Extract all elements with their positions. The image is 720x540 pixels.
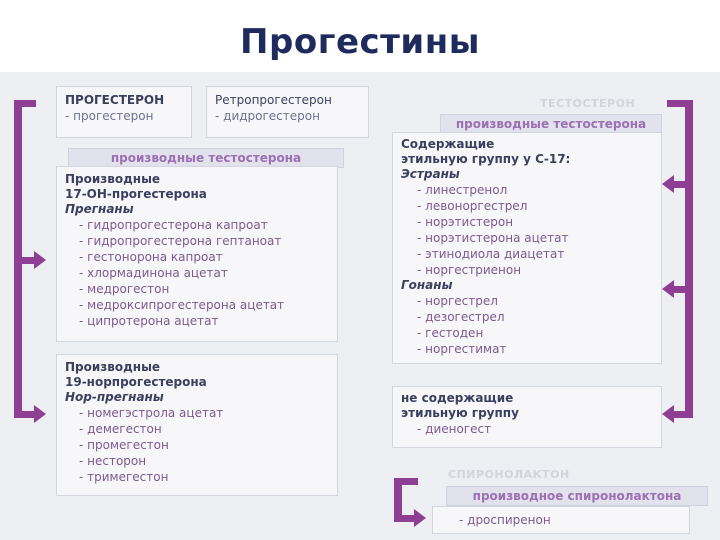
norprogesterone-heading-1: Производные <box>65 360 161 374</box>
pregnane-item: - гидропрогестерона капроат <box>79 218 268 232</box>
spironolactone-band: производное спиронолактона <box>446 486 708 506</box>
norpregnane-item: - номегэстрола ацетат <box>79 406 224 420</box>
gonane-item: - дезогестрел <box>417 310 505 324</box>
right-bracket-vertical <box>685 100 693 418</box>
arrow-to-gonanes <box>662 280 674 298</box>
right-bracket-top <box>667 100 693 107</box>
gonanes-subheading: Гонаны <box>401 278 453 292</box>
retroprogesterone-heading: Ретропрогестерон <box>215 93 332 107</box>
no-ethyl-group-box <box>392 386 662 448</box>
norpregnane-item: - промегестон <box>79 438 169 452</box>
spironolactone-ghost-label: СПИРОНОЛАКТОН <box>448 468 570 481</box>
norpregnanes-subheading: Нор-прегнаны <box>65 390 164 404</box>
estrane-item: - норэтистерон <box>417 215 514 229</box>
spironolactone-item: - дроспиренон <box>459 513 551 527</box>
oh-progesterone-heading-2: 17-ОН-прогестерона <box>65 187 207 201</box>
left-connector-bottom <box>14 411 34 418</box>
arrow-to-drospirenone <box>414 509 426 527</box>
right-connector-mid <box>674 181 693 188</box>
right-testosterone-band: производные тестостерона <box>440 114 662 134</box>
retroprogesterone-box <box>206 86 369 138</box>
estrane-item: - норэтистерона ацетат <box>417 231 569 245</box>
ethyl-group-box <box>392 132 662 364</box>
pregnane-item: - хлормадинона ацетат <box>79 266 228 280</box>
estrane-item: - этинодиола диацетат <box>417 247 565 261</box>
arrow-to-norpregnanes <box>34 405 46 423</box>
oh-progesterone-heading-1: Производные <box>65 172 161 186</box>
gonane-item: - гестоден <box>417 326 484 340</box>
estrane-item: - левоноргестрел <box>417 199 528 213</box>
ethyl-heading-1: Содержащие <box>401 137 495 151</box>
gonane-item: - норгестимат <box>417 342 507 356</box>
no-ethyl-item: - диеногест <box>417 422 492 436</box>
right-connector-bottom <box>674 411 693 418</box>
norpregnane-item: - несторон <box>79 454 147 468</box>
pregnane-item: - медрогестон <box>79 282 170 296</box>
arrow-to-pregnanes <box>34 251 46 269</box>
ethyl-heading-2: этильную группу у С-17: <box>401 152 571 166</box>
spironolactone-box <box>432 506 690 534</box>
spiro-bracket-bottom <box>394 515 414 522</box>
testosterone-ghost-label: ТЕСТОСТЕРОН <box>540 97 636 110</box>
norpregnane-item: - демегестон <box>79 422 162 436</box>
pregnane-item: - гидропрогестерона гептаноат <box>79 234 282 248</box>
no-ethyl-heading-2: этильную группу <box>401 406 519 420</box>
norprogesterone-heading-2: 19-норпрогестерона <box>65 375 207 389</box>
pregnane-item: - медроксипрогестерона ацетат <box>79 298 285 312</box>
pregnanes-subheading: Прегнаны <box>65 202 134 216</box>
left-connector-mid <box>14 257 34 264</box>
spiro-bracket-top <box>394 478 418 485</box>
progesterone-heading: ПРОГЕСТЕРОН <box>65 93 165 107</box>
progesterone-item: - прогестерон <box>65 109 154 123</box>
arrow-to-estranes <box>662 175 674 193</box>
gonane-item: - норгестрел <box>417 294 498 308</box>
retroprogesterone-item: - дидрогестерон <box>215 109 320 123</box>
progesterone-box <box>56 86 192 138</box>
pregnane-item: - ципротерона ацетат <box>79 314 219 328</box>
norpregnane-item: - тримегестон <box>79 470 169 484</box>
right-connector-lower <box>674 286 693 293</box>
page-title: Прогестины <box>240 22 480 62</box>
arrow-to-no-ethyl <box>662 405 674 423</box>
estranes-subheading: Эстраны <box>401 167 460 181</box>
estrane-item: - норгестриенон <box>417 263 522 277</box>
left-bracket-top <box>14 100 36 107</box>
oh-progesterone-box <box>56 166 338 342</box>
left-testosterone-band: производные тестостерона <box>68 148 344 168</box>
norprogesterone-box <box>56 354 338 496</box>
no-ethyl-heading-1: не содержащие <box>401 391 514 405</box>
estrane-item: - линестренол <box>417 183 508 197</box>
pregnane-item: - гестонорона капроат <box>79 250 223 264</box>
